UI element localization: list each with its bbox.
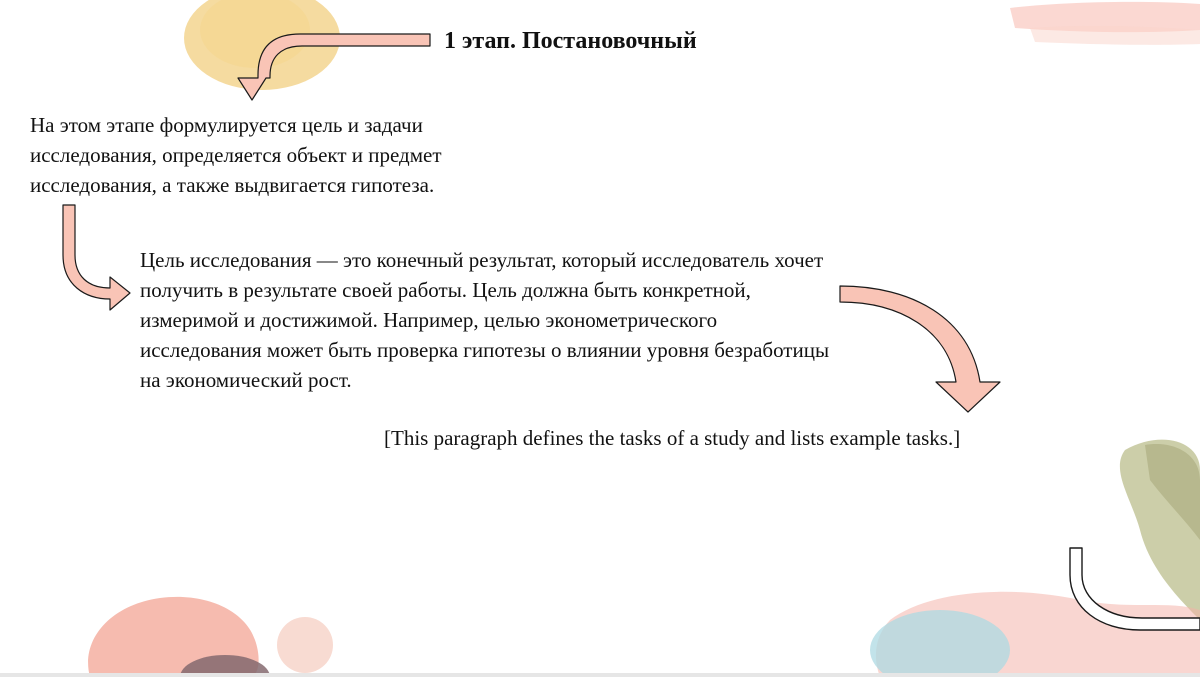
arrow-intro-to-goal	[63, 205, 130, 310]
goal-paragraph: Цель исследования — это конечный результат, который исследователь хочет получить в результате своей работы. Цель должна быть конкретной, измеримой и достижимой. Например, целью эконометрического исследования может быть проверка гипотезы о влиянии уровня безработицы на экономический рост.	[140, 248, 830, 392]
pink-dot-blob	[277, 617, 333, 673]
intro-paragraph: На этом этапе формулируется цель и задачи исследования, определяется объект и предмет исследования, а также выдвигается гипотеза.	[30, 113, 442, 197]
arrow-goal-to-tasks	[840, 286, 1000, 412]
tasks-paragraph: [This paragraph defines the tasks of a study and lists example tasks.]	[384, 426, 961, 450]
slide-title: 1 этап. Постановочный	[444, 28, 697, 54]
pink-paint-stroke-top-right-2	[1030, 26, 1200, 45]
slide-bottom-border	[0, 673, 1200, 677]
